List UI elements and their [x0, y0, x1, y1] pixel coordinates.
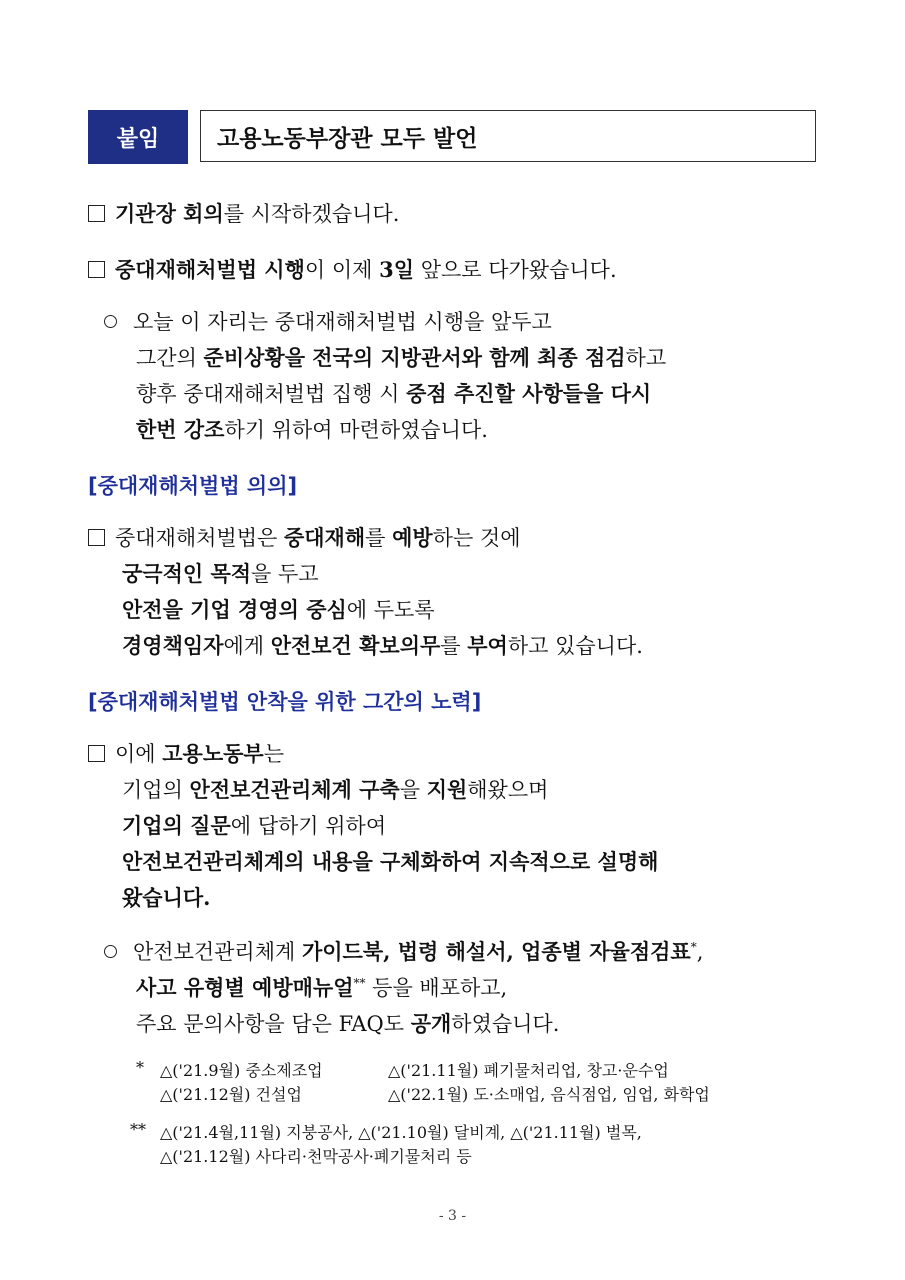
- text: 중대재해처벌법은: [115, 526, 284, 550]
- bold-text: 공개: [410, 1011, 452, 1036]
- footnote-1-item: △('21.9월) 중소제조업: [160, 1061, 323, 1080]
- text: 에 두도록: [346, 598, 435, 622]
- checkbox-bullet-icon: [88, 205, 105, 222]
- page-number: - 3 -: [438, 1208, 467, 1224]
- bold-text: 가이드북, 법령 해설서, 업종별 자율점검표: [301, 939, 691, 964]
- paragraph-4-line-1: [88, 522, 521, 552]
- bold-text: 부여: [467, 633, 508, 658]
- bold-text: 안전보건관리체계의 내용을 구체화하여 지속적으로 설명해: [122, 849, 659, 874]
- text: ,: [696, 940, 704, 964]
- bold-text: 사고 유형별 예방매뉴얼: [136, 975, 354, 1000]
- text: 기업의: [122, 778, 190, 802]
- header: [88, 110, 816, 164]
- bold-text: 안전보건 확보의무: [270, 633, 441, 658]
- circle-bullet-icon: [104, 945, 117, 958]
- text: 하고: [625, 346, 667, 370]
- bold-text: 기업의 질문: [122, 813, 231, 838]
- bold-text: 기관장 회의: [115, 201, 224, 226]
- text: 향후 중대재해처벌법 집행 시: [136, 382, 407, 406]
- bold-text: 준비상황을 전국의 지방관서와 함께 최종 점검: [203, 345, 626, 370]
- paragraph-5-line-2: [122, 774, 548, 804]
- paragraph-3-line-1: [104, 306, 552, 336]
- bold-text: 궁극적인 목적: [122, 561, 252, 586]
- paragraph-4-line-3: [122, 594, 435, 624]
- bold-text: 고용노동부: [162, 741, 264, 766]
- paragraph-3-line-4: [136, 414, 488, 444]
- paragraph-4-line-4: [122, 630, 643, 660]
- text: 하기 위하여 마련하였습니다.: [224, 418, 488, 442]
- bold-text: 지원: [426, 777, 468, 802]
- paragraph-4-line-2: [122, 558, 319, 588]
- attachment-badge: 붙임: [88, 110, 188, 164]
- text: 이에: [115, 742, 163, 766]
- footnote-marker: **: [353, 976, 366, 990]
- text: 에 답하기 위하여: [230, 814, 387, 838]
- text: 이 이제: [304, 258, 380, 282]
- text: 안전보건관리체계: [133, 940, 302, 964]
- text: 하고 있습니다.: [507, 634, 643, 658]
- paragraph-5-line-5: [122, 882, 210, 912]
- bold-text: 중대재해처벌법 시행: [115, 257, 305, 282]
- paragraph-5-line-3: [122, 810, 386, 840]
- text: 에게: [223, 634, 271, 658]
- text: 를 시작하겠습니다.: [223, 202, 400, 226]
- circle-bullet-icon: [104, 315, 117, 328]
- paragraph-6-line-2: [136, 972, 507, 1002]
- footnote-marker: *: [690, 940, 697, 954]
- footnote-2-mark: **: [130, 1120, 146, 1139]
- paragraph-3-line-3: [136, 378, 651, 408]
- document-title: 고용노동부장관 모두 발언: [200, 110, 816, 162]
- checkbox-bullet-icon: [88, 745, 105, 762]
- bold-text: 왔습니다.: [122, 885, 211, 910]
- section-heading-efforts: [중대재해처벌법 안착을 위한 그간의 노력]: [88, 690, 482, 714]
- paragraph-6-line-1: [104, 936, 703, 966]
- footnote-1-item: △('21.12월) 건설업: [160, 1085, 302, 1104]
- text: 해왔으며: [467, 778, 549, 802]
- bold-text: 3일: [379, 257, 415, 282]
- footnote-1-item: △('22.1월) 도·소매업, 음식점업, 임업, 화학업: [388, 1085, 710, 1104]
- text: 을: [399, 778, 427, 802]
- text: 그간의: [136, 346, 204, 370]
- section-heading-significance: [중대재해처벌법 의의]: [88, 474, 298, 498]
- text: 를: [365, 526, 393, 550]
- footnote-2-item: △('21.4월,11월) 지붕공사, △('21.10월) 달비계, △('21.11월) 벌목,: [160, 1123, 642, 1142]
- checkbox-bullet-icon: [88, 261, 105, 278]
- bold-text: 중대재해: [283, 525, 366, 550]
- paragraph-5-line-4: [122, 846, 658, 876]
- text: 는: [263, 742, 284, 766]
- paragraph-1: [88, 198, 399, 228]
- paragraph-2: [88, 254, 617, 284]
- text: 을 두고: [251, 562, 319, 586]
- bold-text: 경영책임자: [122, 633, 224, 658]
- footnote-2-item: △('21.12월) 사다리·천막공사·폐기물처리 등: [160, 1147, 472, 1166]
- text: 주요 문의사항을 담은 FAQ도: [136, 1012, 411, 1036]
- text: 를: [440, 634, 468, 658]
- footnote-1-mark: *: [136, 1058, 144, 1077]
- text: 앞으로 다가왔습니다.: [414, 258, 617, 282]
- paragraph-3-line-2: [136, 342, 666, 372]
- checkbox-bullet-icon: [88, 529, 105, 546]
- paragraph-5-line-1: [88, 738, 284, 768]
- bold-text: 안전을 기업 경영의 중심: [122, 597, 347, 622]
- bold-text: 한번 강조: [136, 417, 225, 442]
- bold-text: 예방: [392, 525, 433, 550]
- text: 하는 것에: [432, 526, 521, 550]
- text: 하였습니다.: [451, 1012, 560, 1036]
- text: 오늘 이 자리는 중대재해처벌법 시행을 앞두고: [133, 310, 552, 334]
- footnote-1-item: △('21.11월) 폐기물처리업, 창고·운수업: [388, 1061, 669, 1080]
- bold-text: 중점 추진할 사항들을 다시: [406, 381, 652, 406]
- paragraph-6-line-3: [136, 1008, 559, 1038]
- text: 등을 배포하고,: [365, 976, 508, 1000]
- bold-text: 안전보건관리체계 구축: [189, 777, 400, 802]
